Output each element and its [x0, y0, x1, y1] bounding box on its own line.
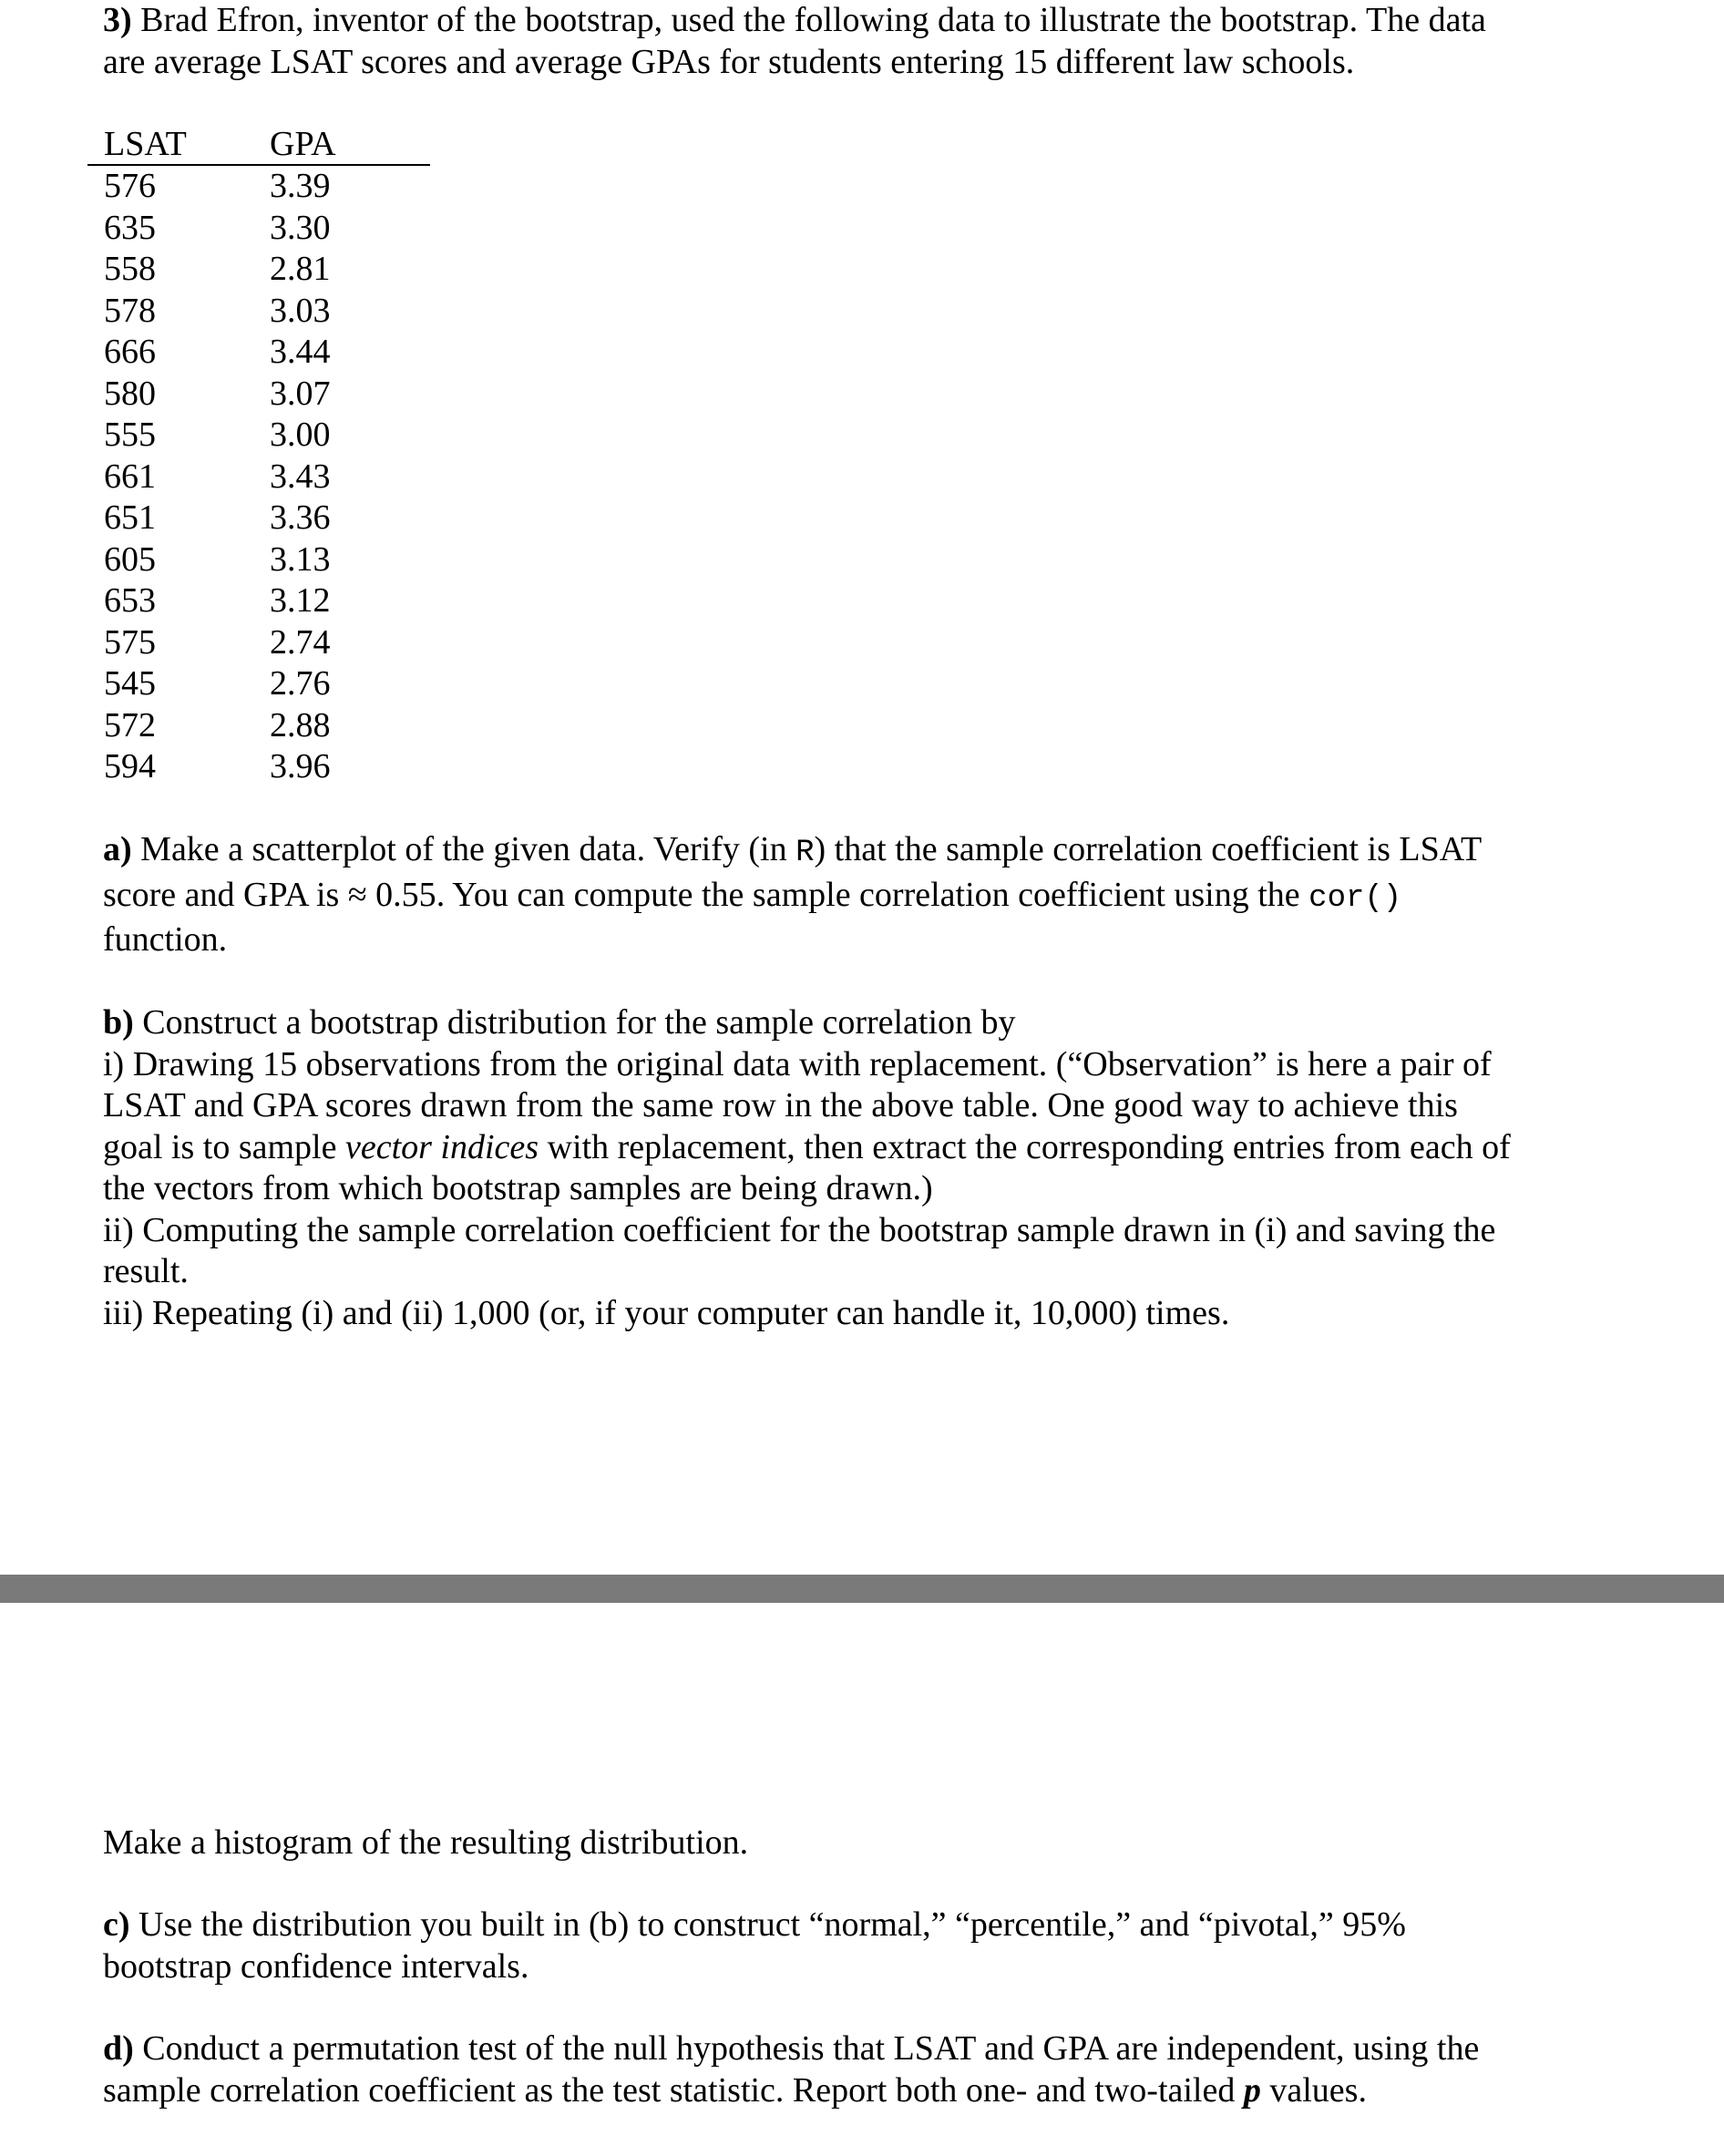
lsat-cell: 580 [104, 374, 156, 413]
table-row [87, 539, 430, 581]
part-a-text-1: Make a scatterplot of the given data. Verify (in [140, 830, 796, 868]
table-row [87, 374, 430, 416]
lsat-cell: 575 [104, 622, 156, 662]
gpa-cell: 2.76 [270, 664, 331, 703]
table-row [87, 249, 430, 291]
lsat-cell: 666 [104, 333, 156, 371]
table-row [87, 415, 430, 457]
gpa-cell: 2.88 [270, 705, 331, 744]
part-b-step-iii: iii) Repeating (i) and (ii) 1,000 (or, if your computer can handle it, 10,000) times. [103, 1293, 1230, 1332]
header-gpa: GPA [270, 125, 336, 163]
part-b-intro [103, 1002, 1524, 1044]
gpa-cell: 3.00 [270, 416, 331, 454]
part-d-text-1: Conduct a permutation test of the null hypothesis that LSAT and GPA are independent, using the sample correlation coefficient as the test statistic. Report both one- and two-tailed [103, 2029, 1480, 2110]
table-row [87, 663, 430, 705]
question-3-intro [103, 0, 1524, 83]
part-d-label: d) [103, 2029, 134, 2068]
part-d-text-2: values. [1260, 2070, 1367, 2110]
part-c-text: Use the distribution you built in (b) to construct “normal,” “percentile,” and “pivotal,” 95% bootstrap confidence intervals. [103, 1905, 1406, 1986]
lsat-cell: 576 [104, 167, 156, 205]
lsat-cell: 661 [104, 457, 156, 496]
gpa-cell: 2.81 [270, 250, 331, 288]
lsat-cell: 545 [104, 664, 156, 703]
part-b-step-ii: ii) Computing the sample correlation coefficient for the bootstrap sample drawn in (i) and saving the result. [103, 1210, 1496, 1290]
gpa-cell: 3.30 [270, 208, 331, 247]
question-c [103, 1904, 1524, 1987]
table-body [87, 166, 430, 788]
gpa-cell: 3.13 [270, 539, 331, 579]
table-row [87, 166, 430, 208]
page-break-divider [0, 1575, 1724, 1603]
gpa-cell: 3.43 [270, 457, 331, 496]
table-row [87, 332, 430, 374]
intro-text: Brad Efron, inventor of the bootstrap, used the following data to illustrate the bootstrap. The data are average LSAT scores and average GPAs for students entering 15 different law schools. [103, 1, 1486, 81]
table-row [87, 622, 430, 664]
table-row [87, 580, 430, 622]
code-cor: cor() [1308, 880, 1402, 916]
p-symbol: p [1243, 2070, 1261, 2110]
question-d [103, 2028, 1524, 2111]
code-r: R [795, 836, 815, 870]
table-row [87, 746, 430, 788]
lsat-cell: 653 [104, 581, 156, 620]
header-lsat: LSAT [104, 125, 187, 163]
part-a-text-3: . You can compute the sample correlation coefficient using the [436, 875, 1309, 914]
lsat-cell: 558 [104, 250, 156, 288]
gpa-cell: 3.44 [270, 333, 331, 371]
lsat-cell: 605 [104, 539, 156, 579]
gpa-cell: 3.03 [270, 291, 331, 330]
lsat-cell: 594 [104, 747, 156, 785]
gpa-cell: 3.36 [270, 498, 331, 537]
table-row [87, 705, 430, 747]
lsat-cell: 578 [104, 291, 156, 330]
lsat-cell: 572 [104, 705, 156, 744]
question-a [103, 829, 1524, 961]
table-header [87, 124, 430, 166]
table-row [87, 291, 430, 333]
table-row [87, 498, 430, 539]
histogram-instruction: Make a histogram of the resulting distribution. [103, 1823, 749, 1862]
question-number: 3) [103, 1, 132, 39]
part-a-text-2: ) that the sample correlation coefficient is LSAT score and GPA is [103, 830, 1482, 914]
gpa-cell: 3.12 [270, 581, 331, 620]
lsat-cell: 651 [104, 498, 156, 537]
part-a-text-4: function. [103, 920, 228, 959]
question-b [103, 1002, 1524, 1334]
step-i-text-2: with replacement, then extract the corresponding entries from each of the vectors from which bootstrap samples are being drawn.) [103, 1127, 1511, 1207]
gpa-cell: 3.07 [270, 374, 331, 413]
step-i-emphasis: vector indices [344, 1127, 539, 1166]
part-b-intro-text: Construct a bootstrap distribution for the sample correlation by [142, 1003, 1016, 1042]
table-row [87, 208, 430, 250]
part-b-label: b) [103, 1003, 134, 1042]
lsat-gpa-table [87, 124, 430, 788]
gpa-cell: 2.74 [270, 622, 331, 662]
table-row [87, 457, 430, 498]
lsat-cell: 555 [104, 416, 156, 454]
correlation-value: ≈ 0.55 [347, 875, 436, 914]
part-c-label: c) [103, 1905, 130, 1944]
part-b-step-i [103, 1044, 1524, 1210]
step-i-text-1: i) Drawing 15 observations from the original data with replacement. (“Observation” is here a pair of LSAT and GPA scores drawn from the same row in the above table. One good way to achieve this goal is to sample [103, 1044, 1492, 1166]
lsat-cell: 635 [104, 208, 156, 247]
gpa-cell: 3.96 [270, 747, 331, 785]
gpa-cell: 3.39 [270, 167, 331, 205]
part-a-label: a) [103, 830, 132, 868]
